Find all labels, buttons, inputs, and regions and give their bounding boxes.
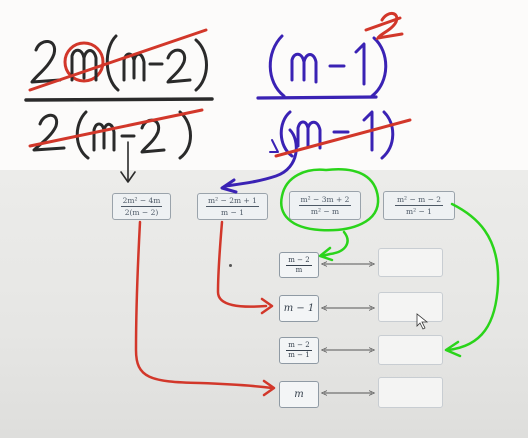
answer-tile-2[interactable] [279, 295, 319, 322]
expression-chip-3[interactable] [289, 191, 361, 220]
expression-3-numerator: m² − 3m + 2 [299, 196, 352, 207]
answer-tile-4[interactable] [279, 381, 319, 408]
answer-4-text: m [294, 388, 304, 400]
answer-3-numerator: m − 2 [288, 341, 310, 349]
answer-tile-3[interactable] [279, 337, 319, 364]
drop-slot-4[interactable] [378, 377, 443, 408]
stray-dot [229, 264, 232, 267]
expression-chip-2[interactable] [197, 193, 268, 220]
expression-2-denominator: m − 1 [221, 208, 244, 217]
drop-slot-2[interactable] [378, 292, 443, 322]
answer-2-text: m − 1 [283, 302, 315, 314]
drop-slot-1[interactable] [378, 248, 443, 277]
expression-chip-4[interactable] [383, 191, 455, 220]
expression-3-denominator: m² − m [310, 207, 340, 216]
answer-3-denominator: m − 1 [288, 351, 310, 359]
answer-tile-1[interactable] [279, 252, 319, 278]
answer-1-numerator: m − 2 [288, 255, 310, 264]
drop-slot-3[interactable] [378, 335, 443, 365]
expression-chip-1[interactable] [112, 193, 171, 220]
expression-1-denominator: 2(m − 2) [124, 208, 159, 217]
expression-2-numerator: m² − 2m + 1 [206, 197, 259, 208]
expression-4-denominator: m² − 1 [406, 207, 432, 216]
expression-4-numerator: m² − m − 2 [395, 196, 443, 207]
handwritten-notes-area [0, 0, 528, 170]
answer-1-denominator: m [295, 265, 303, 274]
expression-1-numerator: 2m² − 4m [121, 197, 163, 208]
